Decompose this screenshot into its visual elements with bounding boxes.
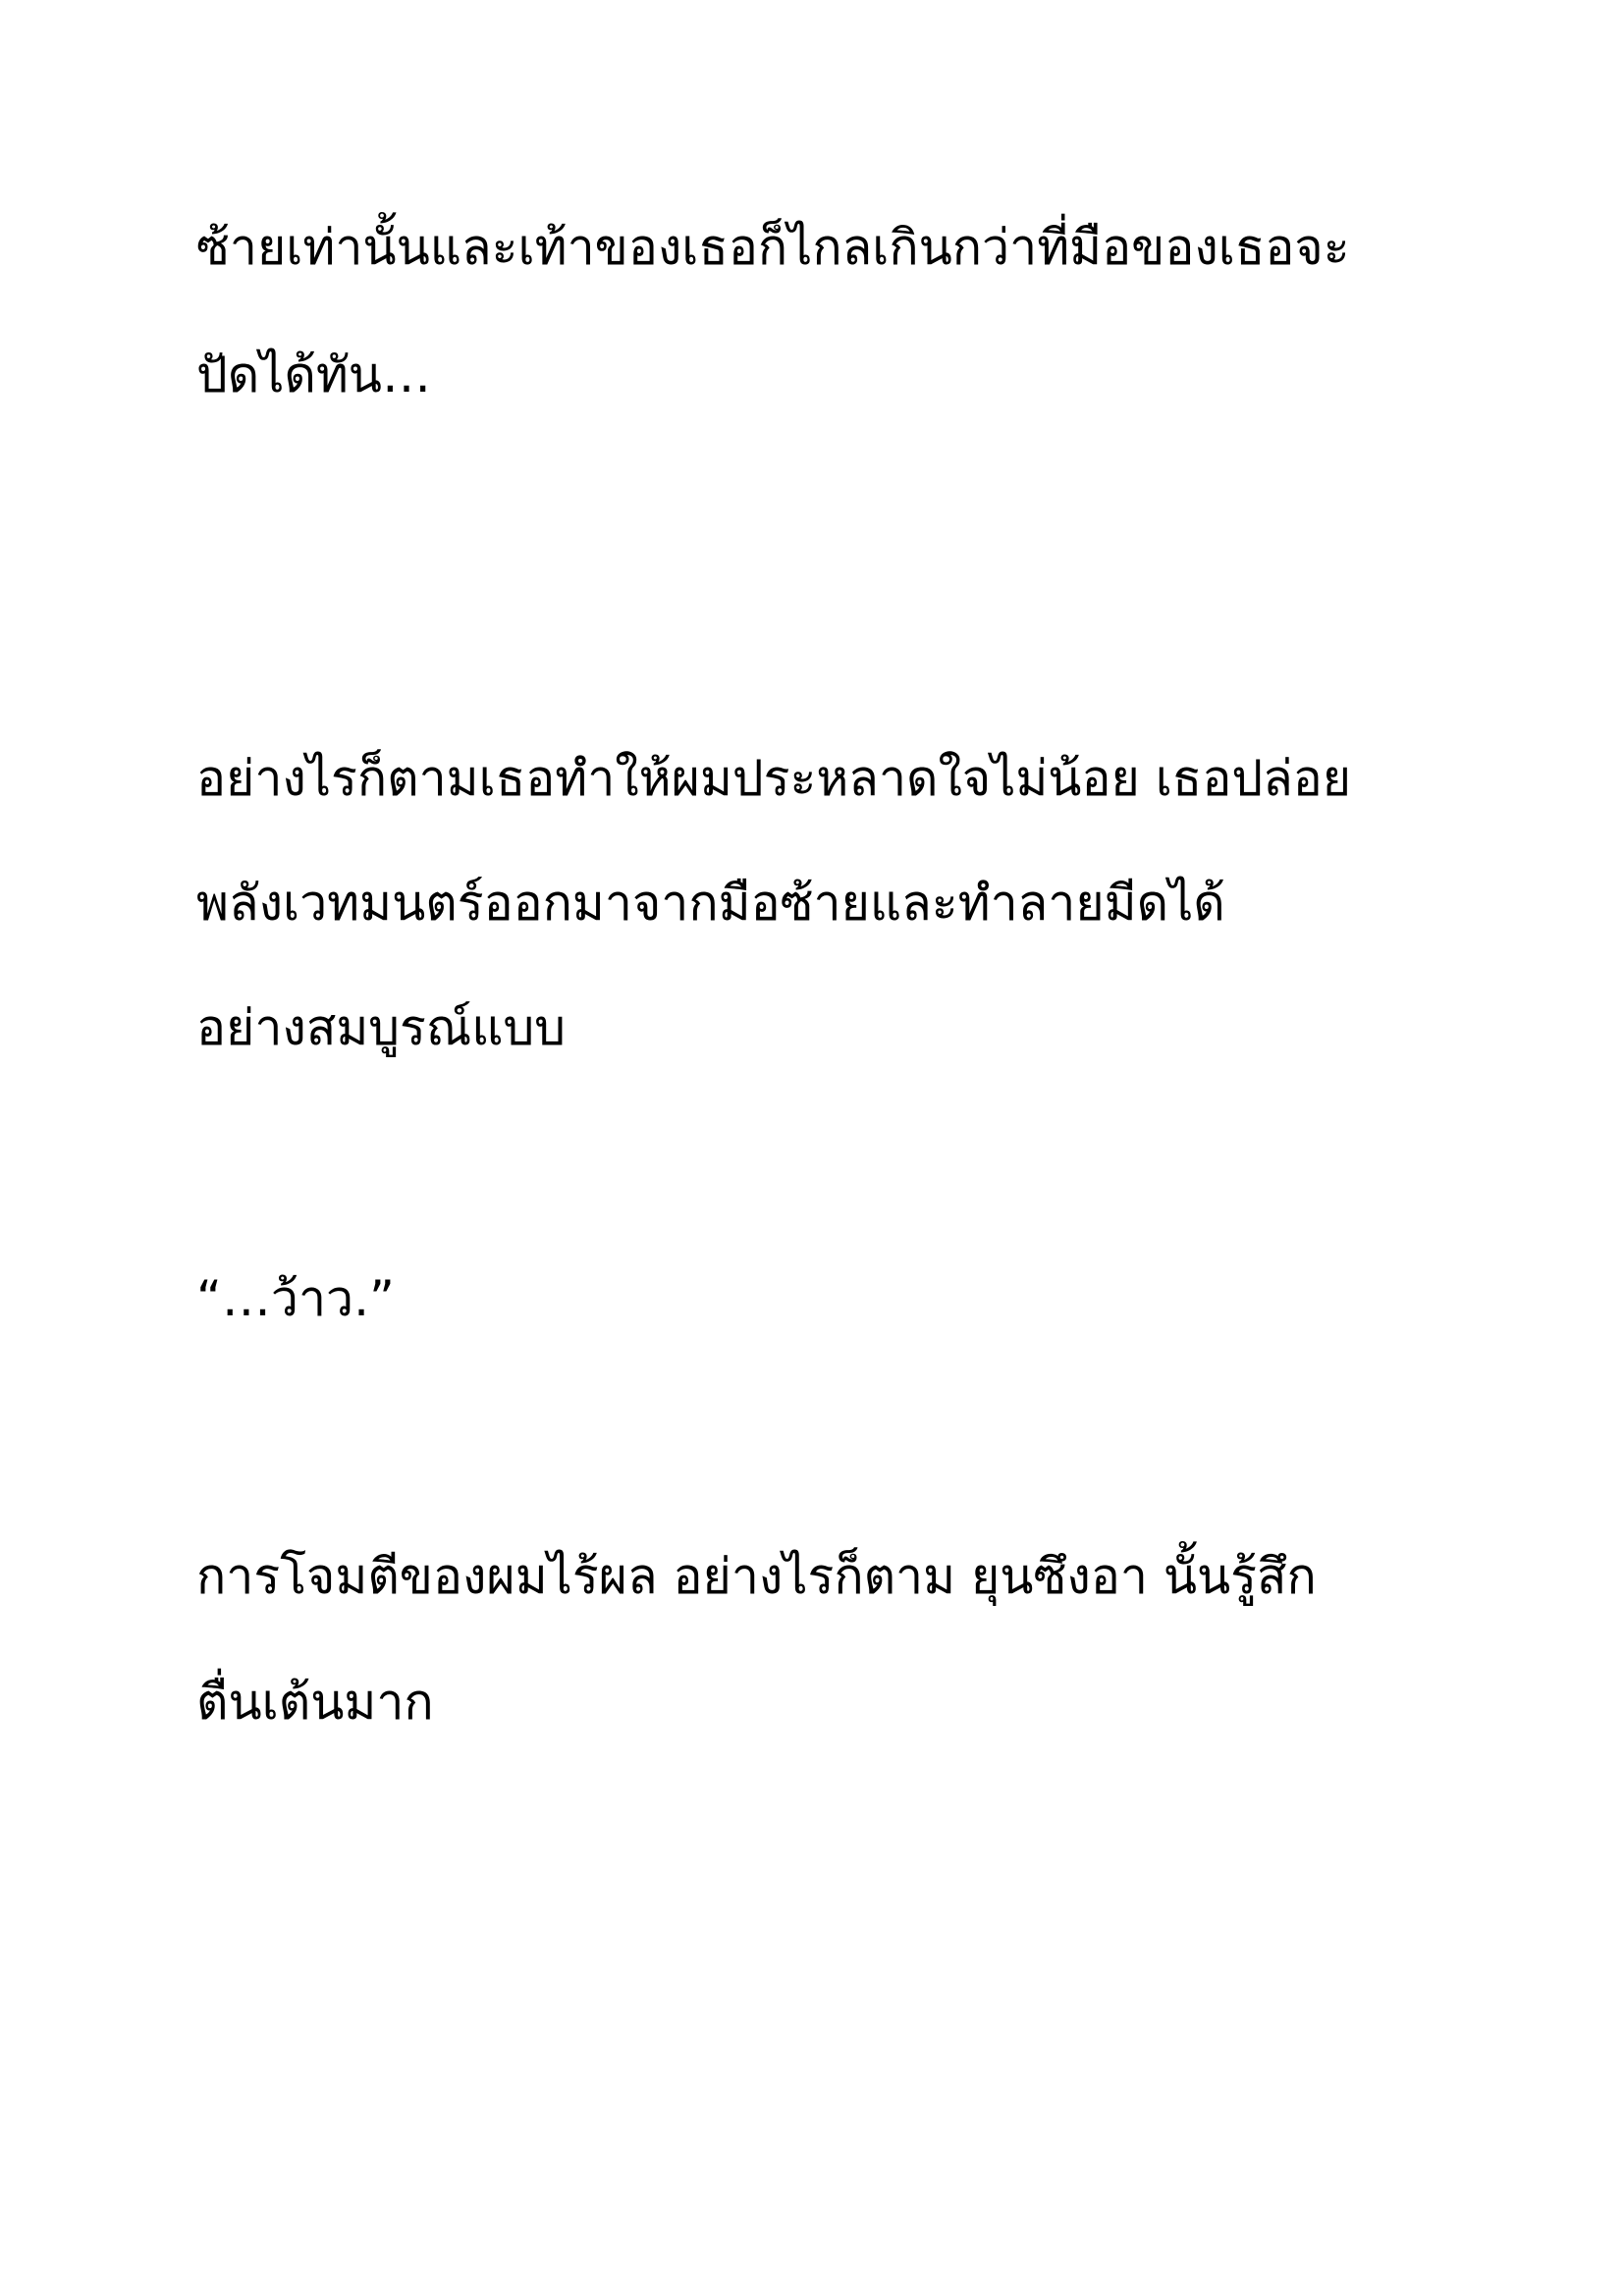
paragraph-3-line-1: “…ว้าว.”: [196, 1270, 395, 1327]
paragraph-1-line-2: ปัดได้ทัน…: [196, 347, 431, 403]
paragraph-4-line-1: การโจมตีของผมไร้ผล อย่างไรก็ตาม ยุนซึงอา นั้นรู้สึก: [196, 1548, 1317, 1605]
paragraph-2-line-3: อย่างสมบูรณ์แบบ: [196, 999, 566, 1056]
paragraph-1-line-1: ซ้ายเท่านั้นและเท้าของเธอก็ไกลเกินกว่าที่มือของเธอจะ: [196, 219, 1350, 276]
paragraph-2-line-1: อย่างไรก็ตามเธอทำให้ผมประหลาดใจไม่น้อย เธอปล่อย: [196, 750, 1352, 807]
paragraph-2-line-2: พลังเวทมนตร์ออกมาจากมือซ้ายและทำลายมีดได้: [196, 875, 1225, 932]
paragraph-4-line-2: ตื่นเต้นมาก: [196, 1674, 434, 1731]
